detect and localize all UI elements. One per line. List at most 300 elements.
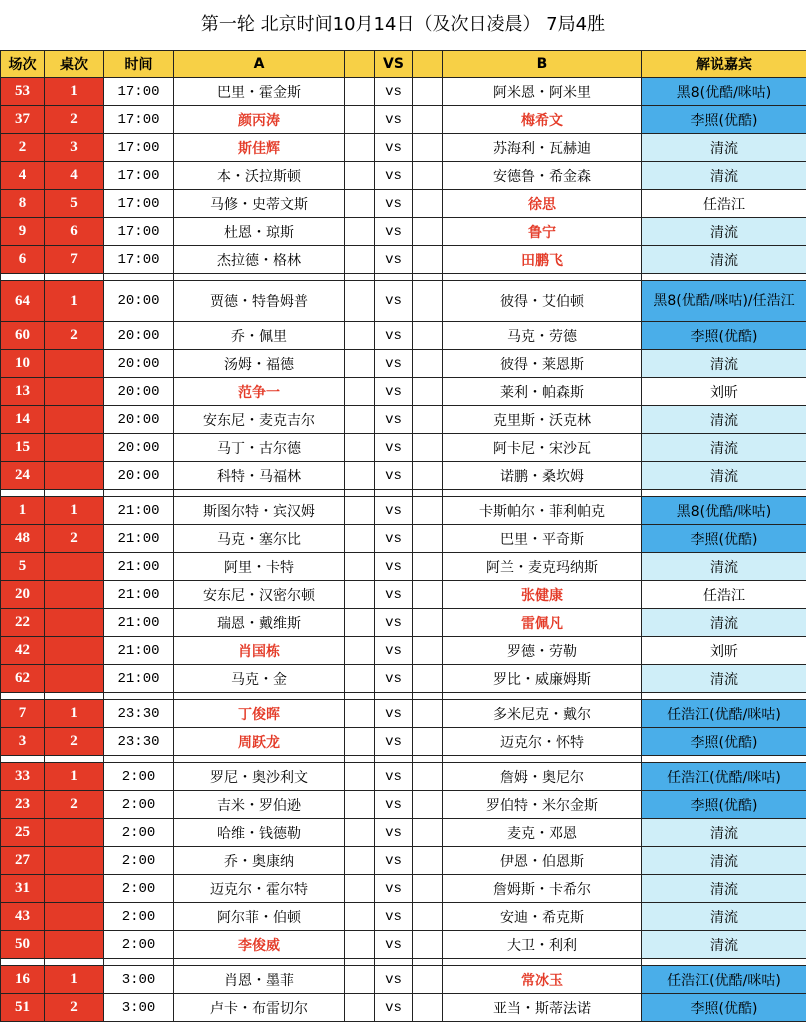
match-time: 17:00 — [104, 106, 174, 134]
match-number: 60 — [1, 322, 45, 350]
player-b: 莱利・帕森斯 — [443, 378, 642, 406]
blank-cell — [345, 994, 375, 1022]
table-row — [1, 246, 806, 274]
blank-cell — [413, 162, 443, 190]
table-row — [1, 134, 806, 162]
player-a: 肖恩・墨菲 — [174, 966, 345, 994]
table-number — [45, 931, 104, 959]
table-number — [45, 350, 104, 378]
vs-label: vs — [375, 406, 413, 434]
match-number: 7 — [1, 700, 45, 728]
player-a: 吉米・罗伯逊 — [174, 791, 345, 819]
divider-cell — [1, 693, 45, 700]
divider-cell — [345, 693, 375, 700]
player-a: 马修・史蒂文斯 — [174, 190, 345, 218]
blank-cell — [345, 966, 375, 994]
match-number: 37 — [1, 106, 45, 134]
player-b: 迈克尔・怀特 — [443, 728, 642, 756]
vs-label: vs — [375, 994, 413, 1022]
match-number: 51 — [1, 994, 45, 1022]
commentator: 李照(优酷) — [642, 525, 806, 553]
table-row — [1, 665, 806, 693]
table-number: 6 — [45, 218, 104, 246]
player-b: 罗伯特・米尔金斯 — [443, 791, 642, 819]
divider-cell — [104, 274, 174, 281]
player-b: 阿米恩・阿米里 — [443, 78, 642, 106]
table-number: 7 — [45, 246, 104, 274]
match-number: 53 — [1, 78, 45, 106]
group-divider — [1, 959, 806, 966]
divider-cell — [642, 274, 806, 281]
table-row — [1, 462, 806, 490]
table-number — [45, 903, 104, 931]
page-title: 第一轮 北京时间10月14日（及次日凌晨） 7局4胜 — [200, 14, 606, 35]
group-divider — [1, 490, 806, 497]
match-number: 2 — [1, 134, 45, 162]
vs-label: vs — [375, 609, 413, 637]
player-a: 马克・塞尔比 — [174, 525, 345, 553]
match-number: 20 — [1, 581, 45, 609]
divider-cell — [174, 959, 345, 966]
vs-label: vs — [375, 903, 413, 931]
blank-cell — [413, 763, 443, 791]
player-b: 大卫・利利 — [443, 931, 642, 959]
table-number: 1 — [45, 497, 104, 525]
commentator: 黑8(优酷/咪咕) — [642, 78, 806, 106]
match-number: 4 — [1, 162, 45, 190]
match-number: 27 — [1, 847, 45, 875]
table-number — [45, 875, 104, 903]
blank-cell — [413, 637, 443, 665]
commentator: 清流 — [642, 162, 806, 190]
divider-cell — [104, 693, 174, 700]
player-b: 安迪・希克斯 — [443, 903, 642, 931]
match-time: 21:00 — [104, 637, 174, 665]
blank-cell — [413, 819, 443, 847]
commentator: 清流 — [642, 462, 806, 490]
blank-cell — [345, 322, 375, 350]
match-time: 17:00 — [104, 162, 174, 190]
blank-cell — [345, 497, 375, 525]
table-number: 5 — [45, 190, 104, 218]
blank-cell — [345, 931, 375, 959]
commentator: 清流 — [642, 819, 806, 847]
blank-cell — [413, 609, 443, 637]
player-b: 詹姆・奥尼尔 — [443, 763, 642, 791]
divider-cell — [104, 490, 174, 497]
header-time: 时间 — [104, 51, 174, 78]
blank-cell — [413, 581, 443, 609]
commentator: 任浩江(优酷/咪咕) — [642, 763, 806, 791]
match-time: 20:00 — [104, 350, 174, 378]
divider-cell — [375, 693, 413, 700]
blank-cell — [413, 218, 443, 246]
table-number: 2 — [45, 322, 104, 350]
table-row — [1, 763, 806, 791]
match-time: 3:00 — [104, 966, 174, 994]
divider-cell — [1, 490, 45, 497]
blank-cell — [413, 322, 443, 350]
player-a: 瑞恩・戴维斯 — [174, 609, 345, 637]
player-a: 巴里・霍金斯 — [174, 78, 345, 106]
commentator: 清流 — [642, 875, 806, 903]
match-time: 3:00 — [104, 994, 174, 1022]
player-a: 本・沃拉斯顿 — [174, 162, 345, 190]
table-number — [45, 406, 104, 434]
player-a: 乔・奥康纳 — [174, 847, 345, 875]
commentator: 清流 — [642, 665, 806, 693]
divider-cell — [1, 274, 45, 281]
match-time: 20:00 — [104, 406, 174, 434]
table-row — [1, 966, 806, 994]
commentator: 刘昕 — [642, 378, 806, 406]
player-b: 徐思 — [443, 190, 642, 218]
vs-label: vs — [375, 78, 413, 106]
table-number: 3 — [45, 134, 104, 162]
divider-cell — [413, 274, 443, 281]
group-divider — [1, 693, 806, 700]
vs-label: vs — [375, 190, 413, 218]
commentator: 任浩江(优酷/咪咕) — [642, 966, 806, 994]
match-time: 23:30 — [104, 700, 174, 728]
table-number: 4 — [45, 162, 104, 190]
blank-cell — [345, 462, 375, 490]
commentator: 清流 — [642, 847, 806, 875]
divider-cell — [443, 490, 642, 497]
blank-cell — [345, 246, 375, 274]
player-b: 克里斯・沃克林 — [443, 406, 642, 434]
table-number: 1 — [45, 700, 104, 728]
match-time: 20:00 — [104, 434, 174, 462]
table-row — [1, 162, 806, 190]
match-number: 62 — [1, 665, 45, 693]
player-b: 伊恩・伯恩斯 — [443, 847, 642, 875]
player-a: 阿尔菲・伯顿 — [174, 903, 345, 931]
blank-cell — [413, 553, 443, 581]
vs-label: vs — [375, 791, 413, 819]
player-b: 常冰玉 — [443, 966, 642, 994]
blank-cell — [413, 106, 443, 134]
vs-label: vs — [375, 462, 413, 490]
blank-cell — [413, 966, 443, 994]
table-row — [1, 637, 806, 665]
match-number: 42 — [1, 637, 45, 665]
player-b: 彼得・莱恩斯 — [443, 350, 642, 378]
player-a: 马克・金 — [174, 665, 345, 693]
match-time: 2:00 — [104, 931, 174, 959]
player-a: 罗尼・奥沙利文 — [174, 763, 345, 791]
match-time: 21:00 — [104, 665, 174, 693]
divider-cell — [174, 693, 345, 700]
divider-cell — [45, 693, 104, 700]
blank-cell — [345, 162, 375, 190]
divider-cell — [413, 490, 443, 497]
commentator: 清流 — [642, 434, 806, 462]
divider-cell — [345, 959, 375, 966]
player-b: 苏海利・瓦赫迪 — [443, 134, 642, 162]
header-blank-left — [345, 51, 375, 78]
match-number: 16 — [1, 966, 45, 994]
match-number: 25 — [1, 819, 45, 847]
blank-cell — [345, 106, 375, 134]
blank-cell — [413, 791, 443, 819]
table-row — [1, 931, 806, 959]
table-row — [1, 350, 806, 378]
divider-cell — [104, 959, 174, 966]
vs-label: vs — [375, 218, 413, 246]
blank-cell — [413, 665, 443, 693]
divider-cell — [443, 756, 642, 763]
match-time: 23:30 — [104, 728, 174, 756]
match-number: 23 — [1, 791, 45, 819]
player-b: 麦克・邓恩 — [443, 819, 642, 847]
match-time: 21:00 — [104, 497, 174, 525]
divider-cell — [1, 959, 45, 966]
match-number: 14 — [1, 406, 45, 434]
schedule-body — [1, 78, 806, 1022]
vs-label: vs — [375, 637, 413, 665]
header-blank-right — [413, 51, 443, 78]
commentator: 黑8(优酷/咪咕) — [642, 497, 806, 525]
blank-cell — [413, 525, 443, 553]
table-row — [1, 218, 806, 246]
commentator: 李照(优酷) — [642, 994, 806, 1022]
commentator: 清流 — [642, 350, 806, 378]
divider-cell — [174, 274, 345, 281]
divider-cell — [375, 490, 413, 497]
divider-cell — [375, 756, 413, 763]
blank-cell — [345, 875, 375, 903]
player-b: 阿卡尼・宋沙瓦 — [443, 434, 642, 462]
player-a: 周跃龙 — [174, 728, 345, 756]
vs-label: vs — [375, 931, 413, 959]
blank-cell — [345, 134, 375, 162]
match-time: 20:00 — [104, 462, 174, 490]
blank-cell — [413, 246, 443, 274]
match-number: 10 — [1, 350, 45, 378]
header-player-b: B — [443, 51, 642, 78]
player-a: 阿里・卡特 — [174, 553, 345, 581]
divider-cell — [345, 756, 375, 763]
blank-cell — [413, 134, 443, 162]
blank-cell — [413, 700, 443, 728]
table-number — [45, 581, 104, 609]
blank-cell — [413, 728, 443, 756]
player-a: 丁俊晖 — [174, 700, 345, 728]
player-b: 诺鹏・桑坎姆 — [443, 462, 642, 490]
vs-label: vs — [375, 162, 413, 190]
divider-cell — [45, 490, 104, 497]
group-divider — [1, 756, 806, 763]
match-time: 2:00 — [104, 875, 174, 903]
blank-cell — [345, 847, 375, 875]
blank-cell — [413, 378, 443, 406]
divider-cell — [104, 756, 174, 763]
table-number: 1 — [45, 966, 104, 994]
match-number: 31 — [1, 875, 45, 903]
match-time: 2:00 — [104, 847, 174, 875]
player-a: 颜丙涛 — [174, 106, 345, 134]
blank-cell — [345, 281, 375, 322]
blank-cell — [345, 190, 375, 218]
player-b: 田鹏飞 — [443, 246, 642, 274]
table-row — [1, 322, 806, 350]
blank-cell — [345, 700, 375, 728]
match-number: 43 — [1, 903, 45, 931]
match-number: 9 — [1, 218, 45, 246]
divider-cell — [642, 756, 806, 763]
blank-cell — [413, 462, 443, 490]
table-row — [1, 609, 806, 637]
player-b: 安德鲁・希金森 — [443, 162, 642, 190]
blank-cell — [345, 378, 375, 406]
table-row — [1, 728, 806, 756]
match-number: 64 — [1, 281, 45, 322]
commentator: 黑8(优酷/咪咕)/任浩江 — [642, 281, 806, 322]
blank-cell — [345, 728, 375, 756]
vs-label: vs — [375, 847, 413, 875]
table-row — [1, 106, 806, 134]
commentator: 清流 — [642, 903, 806, 931]
blank-cell — [413, 434, 443, 462]
blank-cell — [413, 847, 443, 875]
vs-label: vs — [375, 246, 413, 274]
blank-cell — [345, 903, 375, 931]
player-a: 科特・马福林 — [174, 462, 345, 490]
table-number: 1 — [45, 763, 104, 791]
commentator: 清流 — [642, 406, 806, 434]
blank-cell — [345, 763, 375, 791]
vs-label: vs — [375, 581, 413, 609]
player-a: 斯佳辉 — [174, 134, 345, 162]
blank-cell — [345, 78, 375, 106]
table-number: 2 — [45, 994, 104, 1022]
table-number — [45, 847, 104, 875]
player-a: 范争一 — [174, 378, 345, 406]
table-number — [45, 378, 104, 406]
player-b: 张健康 — [443, 581, 642, 609]
player-a: 安东尼・汉密尔顿 — [174, 581, 345, 609]
table-row — [1, 525, 806, 553]
match-time: 20:00 — [104, 322, 174, 350]
match-time: 2:00 — [104, 791, 174, 819]
blank-cell — [345, 553, 375, 581]
commentator: 李照(优酷) — [642, 106, 806, 134]
header-table: 桌次 — [45, 51, 104, 78]
player-b: 多米尼克・戴尔 — [443, 700, 642, 728]
vs-label: vs — [375, 665, 413, 693]
vs-label: vs — [375, 322, 413, 350]
vs-label: vs — [375, 106, 413, 134]
divider-cell — [375, 274, 413, 281]
blank-cell — [345, 525, 375, 553]
table-number — [45, 637, 104, 665]
vs-label: vs — [375, 553, 413, 581]
blank-cell — [345, 350, 375, 378]
table-number — [45, 553, 104, 581]
player-a: 肖国栋 — [174, 637, 345, 665]
player-a: 李俊威 — [174, 931, 345, 959]
table-row — [1, 994, 806, 1022]
match-time: 20:00 — [104, 281, 174, 322]
player-a: 杜恩・琼斯 — [174, 218, 345, 246]
vs-label: vs — [375, 728, 413, 756]
match-time: 17:00 — [104, 78, 174, 106]
blank-cell — [345, 791, 375, 819]
blank-cell — [413, 406, 443, 434]
table-row — [1, 553, 806, 581]
blank-cell — [413, 497, 443, 525]
match-number: 22 — [1, 609, 45, 637]
player-a: 迈克尔・霍尔特 — [174, 875, 345, 903]
divider-cell — [174, 756, 345, 763]
schedule-table — [0, 50, 806, 1022]
table-header — [1, 51, 806, 78]
commentator: 李照(优酷) — [642, 322, 806, 350]
vs-label: vs — [375, 281, 413, 322]
player-a: 卢卡・布雷切尔 — [174, 994, 345, 1022]
commentator: 任浩江(优酷/咪咕) — [642, 700, 806, 728]
blank-cell — [413, 350, 443, 378]
blank-cell — [413, 875, 443, 903]
match-number: 6 — [1, 246, 45, 274]
match-number: 13 — [1, 378, 45, 406]
header-player-a: A — [174, 51, 345, 78]
player-b: 罗德・劳勒 — [443, 637, 642, 665]
divider-cell — [345, 274, 375, 281]
player-b: 马克・劳德 — [443, 322, 642, 350]
table-number — [45, 665, 104, 693]
player-b: 梅希文 — [443, 106, 642, 134]
divider-cell — [642, 490, 806, 497]
divider-cell — [413, 756, 443, 763]
player-a: 贾德・特鲁姆普 — [174, 281, 345, 322]
table-row — [1, 581, 806, 609]
blank-cell — [345, 609, 375, 637]
vs-label: vs — [375, 497, 413, 525]
match-number: 3 — [1, 728, 45, 756]
divider-cell — [443, 274, 642, 281]
blank-cell — [345, 581, 375, 609]
match-time: 21:00 — [104, 553, 174, 581]
player-a: 哈维・钱德勒 — [174, 819, 345, 847]
vs-label: vs — [375, 525, 413, 553]
vs-label: vs — [375, 763, 413, 791]
table-row — [1, 875, 806, 903]
vs-label: vs — [375, 378, 413, 406]
divider-cell — [375, 959, 413, 966]
player-a: 安东尼・麦克吉尔 — [174, 406, 345, 434]
table-number: 2 — [45, 791, 104, 819]
table-row — [1, 406, 806, 434]
player-b: 巴里・平奇斯 — [443, 525, 642, 553]
table-number: 2 — [45, 728, 104, 756]
match-number: 5 — [1, 553, 45, 581]
match-number: 8 — [1, 190, 45, 218]
match-time: 2:00 — [104, 903, 174, 931]
match-number: 24 — [1, 462, 45, 490]
player-a: 斯图尔特・宾汉姆 — [174, 497, 345, 525]
group-divider — [1, 274, 806, 281]
commentator: 李照(优酷) — [642, 728, 806, 756]
table-number: 1 — [45, 78, 104, 106]
match-number: 50 — [1, 931, 45, 959]
table-row — [1, 434, 806, 462]
vs-label: vs — [375, 875, 413, 903]
commentator: 任浩江 — [642, 190, 806, 218]
match-time: 2:00 — [104, 763, 174, 791]
vs-label: vs — [375, 434, 413, 462]
